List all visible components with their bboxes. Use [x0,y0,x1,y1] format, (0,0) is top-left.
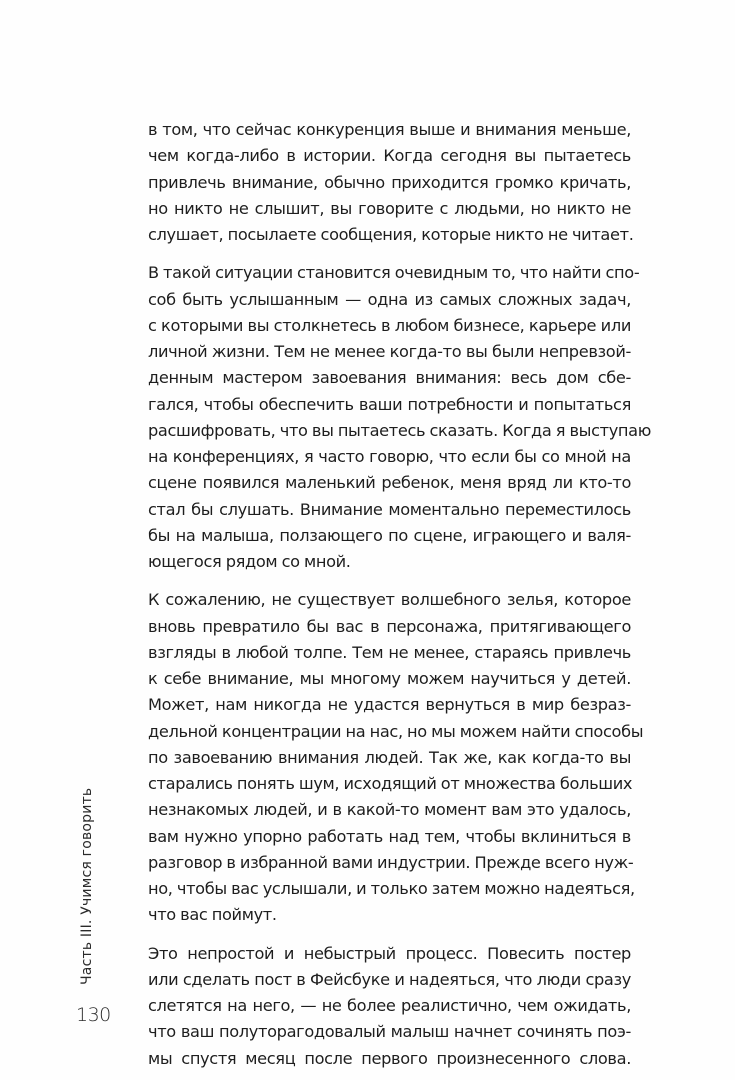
text-line: К сожалению, не существует волшебного зелья, которое [148,590,631,610]
paragraph-4 [148,941,631,1072]
text-line: расшифровать, что вы пытаетесь сказать. Когда я выступаю [148,420,652,440]
text-line: Может, нам никогда не удастся вернуться в мир безраз- [148,695,631,715]
text-line: но никто не слышит, вы говорите с людьми, но никто не [148,198,631,218]
text-line: бы на малыша, ползающего по сцене, играющего и валя- [148,525,631,545]
text-line: или сделать пост в Фейсбуке и надеяться, что люди сразу [148,969,631,989]
running-head: Часть III. Учимся говорить [79,787,95,985]
text-line: чем когда-либо в истории. Когда сегодня вы пытаетесь [148,146,631,166]
text-line: вновь превратило бы вас в персонажа, притягивающего [148,616,631,636]
text-line: привлечь внимание, обычно приходится громко кричать, [148,172,631,192]
text-line: но, чтобы вас услышали, и только затем можно надеяться, [148,879,635,898]
text-line: денным мастером завоевания внимания: весь дом сбе- [148,368,631,388]
text-line: ющегося рядом со мной. [148,552,351,571]
text-line: сцене появился маленький ребенок, меня вряд ли кто-то [148,473,631,493]
text-line: в том, что сейчас конкуренция выше и внимания меньше, [148,120,631,139]
text-line: Это непростой и небыстрый процесс. Повесить постер [148,943,631,963]
text-line: гался, чтобы обеспечить ваши потребности и попытаться [148,394,631,414]
text-line: дельной концентрации на нас, но мы можем найти способы [148,721,644,741]
text-line: с которыми вы столкнетесь в любом бизнесе, карьере или [148,315,631,335]
text-line: слетятся на него, — не более реалистично, чем ожидать, [148,996,631,1015]
text-line: стал бы слушать. Внимание моментально переместилось [148,499,631,519]
text-line: разговор в избранной вами индустрии. Прежде всего нуж- [148,852,634,872]
page-body-text [148,117,652,1084]
paragraph-2 [148,260,652,575]
text-line: взгляды в любой толпе. Тем не менее, стараясь привлечь [148,642,631,662]
text-line: что вас поймут. [148,905,277,925]
text-line: старались понять шум, исходящий от множества больших [148,774,633,793]
paragraph-3 [148,587,644,928]
text-line: что ваш полуторагодовалый малыш начнет сочинять поэ- [148,1022,631,1042]
text-line: соб быть услышанным — одна из самых сложных задач, [148,289,631,309]
paragraph-1 [148,117,634,248]
text-line: к себе внимание, мы многому можем научиться у детей. [148,669,631,688]
text-line: личной жизни. Тем не менее когда-то вы были непревзой- [148,342,631,361]
text-line: В такой ситуации становится очевидным то, что найти спо- [148,263,640,283]
text-line: вам нужно упорно работать над тем, чтобы вклиниться в [148,826,631,846]
text-line: по завоеванию внимания людей. Так же, как когда-то вы [148,747,631,767]
text-line: на конференциях, я часто говорю, что если бы со мной на [148,447,631,466]
page-number: 130 [76,1004,111,1026]
text-line: мы спустя месяц после первого произнесенного слова. [148,1048,631,1068]
text-line: незнакомых людей, и в какой-то момент вам это удалось, [148,800,631,820]
text-line: слушает, посылаете сообщения, которые никто не читает. [148,225,634,244]
